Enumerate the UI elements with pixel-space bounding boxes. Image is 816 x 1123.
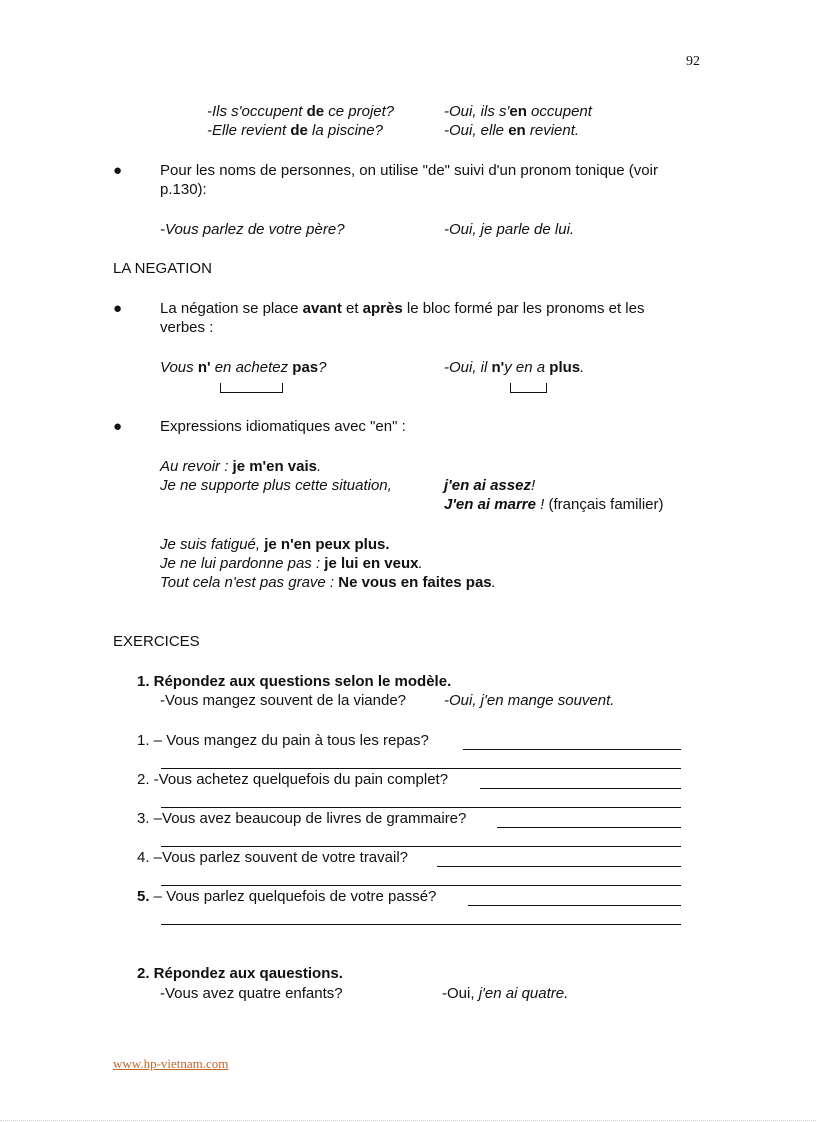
negation-rule-line1: La négation se place avant et après le bloc formé par les pronoms et les [160,300,645,317]
negation-heading: LA NEGATION [113,260,212,277]
persons-rule-line1: Pour les noms de personnes, on utilise "de" suivi d'un pronom tonique (voir [160,162,658,179]
idiom-line-6: Tout cela n'est pas grave : Ne vous en faites pas. [160,574,496,591]
intro-example-answer-1: -Oui, ils s'en occupent [444,103,592,120]
negation-bracket-right [510,383,547,393]
idiom-line-3: J'en ai marre ! (français familier) [444,496,664,513]
exercise-1-title: 1. Répondez aux questions selon le modèle. [137,673,452,690]
bullet-icon: ● [113,418,123,435]
footer-link[interactable]: www.hp-vietnam.com [113,1056,229,1071]
intro-example-question-2: -Elle revient de la piscine? [207,122,383,139]
exercises-heading: EXERCICES [113,633,200,650]
negation-example-answer: -Oui, il n'y en a plus. [444,359,585,376]
exercise-1-item-5: 5. – Vous parlez quelquefois de votre passé? [137,888,437,905]
answer-blank[interactable] [161,807,681,808]
exercise-2-title: 2. Répondez aux qauestions. [137,965,343,982]
bullet-icon: ● [113,300,123,317]
exercise-1-item-4: 4. –Vous parlez souvent de votre travail? [137,849,409,866]
answer-blank[interactable] [437,866,681,867]
answer-blank[interactable] [463,749,681,750]
exercise-1-item-1: 1. – Vous mangez du pain à tous les repas? [137,732,429,749]
page-bottom-divider [0,1120,816,1121]
answer-blank[interactable] [161,768,681,769]
intro-example-question-1: -Ils s'occupent de ce projet? [207,103,395,120]
answer-blank[interactable] [468,905,681,906]
answer-blank[interactable] [161,924,681,925]
negation-rule-line2: verbes : [160,319,214,336]
exercise-1-model-answer: -Oui, j'en mange souvent. [444,692,615,709]
idiom-line-1: Au revoir : je m'en vais. [160,458,322,475]
negation-bracket-left [220,383,283,393]
persons-example-answer: -Oui, je parle de lui. [444,221,575,238]
idioms-intro: Expressions idiomatiques avec "en" : [160,418,406,435]
idiom-line-2: Je ne supporte plus cette situation, [160,477,392,494]
persons-rule-line2: p.130): [160,181,207,198]
answer-blank[interactable] [161,846,681,847]
idiom-line-5: Je ne lui pardonne pas : je lui en veux. [160,555,423,572]
page-number: 92 [686,54,700,69]
answer-blank[interactable] [480,788,681,789]
exercise-1-item-2: 2. -Vous achetez quelquefois du pain complet? [137,771,449,788]
bullet-icon: ● [113,162,123,179]
answer-blank[interactable] [161,885,681,886]
answer-blank[interactable] [497,827,681,828]
persons-example-question: -Vous parlez de votre père? [160,221,345,238]
intro-example-answer-2: -Oui, elle en revient. [444,122,580,139]
exercise-2-model-question: -Vous avez quatre enfants? [160,985,343,1002]
idiom-line-2-answer: j'en ai assez! [444,477,536,494]
idiom-line-4: Je suis fatigué, je n'en peux plus. [160,536,390,553]
exercise-1-item-3: 3. –Vous avez beaucoup de livres de grammaire? [137,810,467,827]
exercise-1-model-question: -Vous mangez souvent de la viande? [160,692,406,709]
exercise-2-model-answer: -Oui, j'en ai quatre. [442,985,569,1002]
negation-example-question: Vous n' en achetez pas? [160,359,327,376]
